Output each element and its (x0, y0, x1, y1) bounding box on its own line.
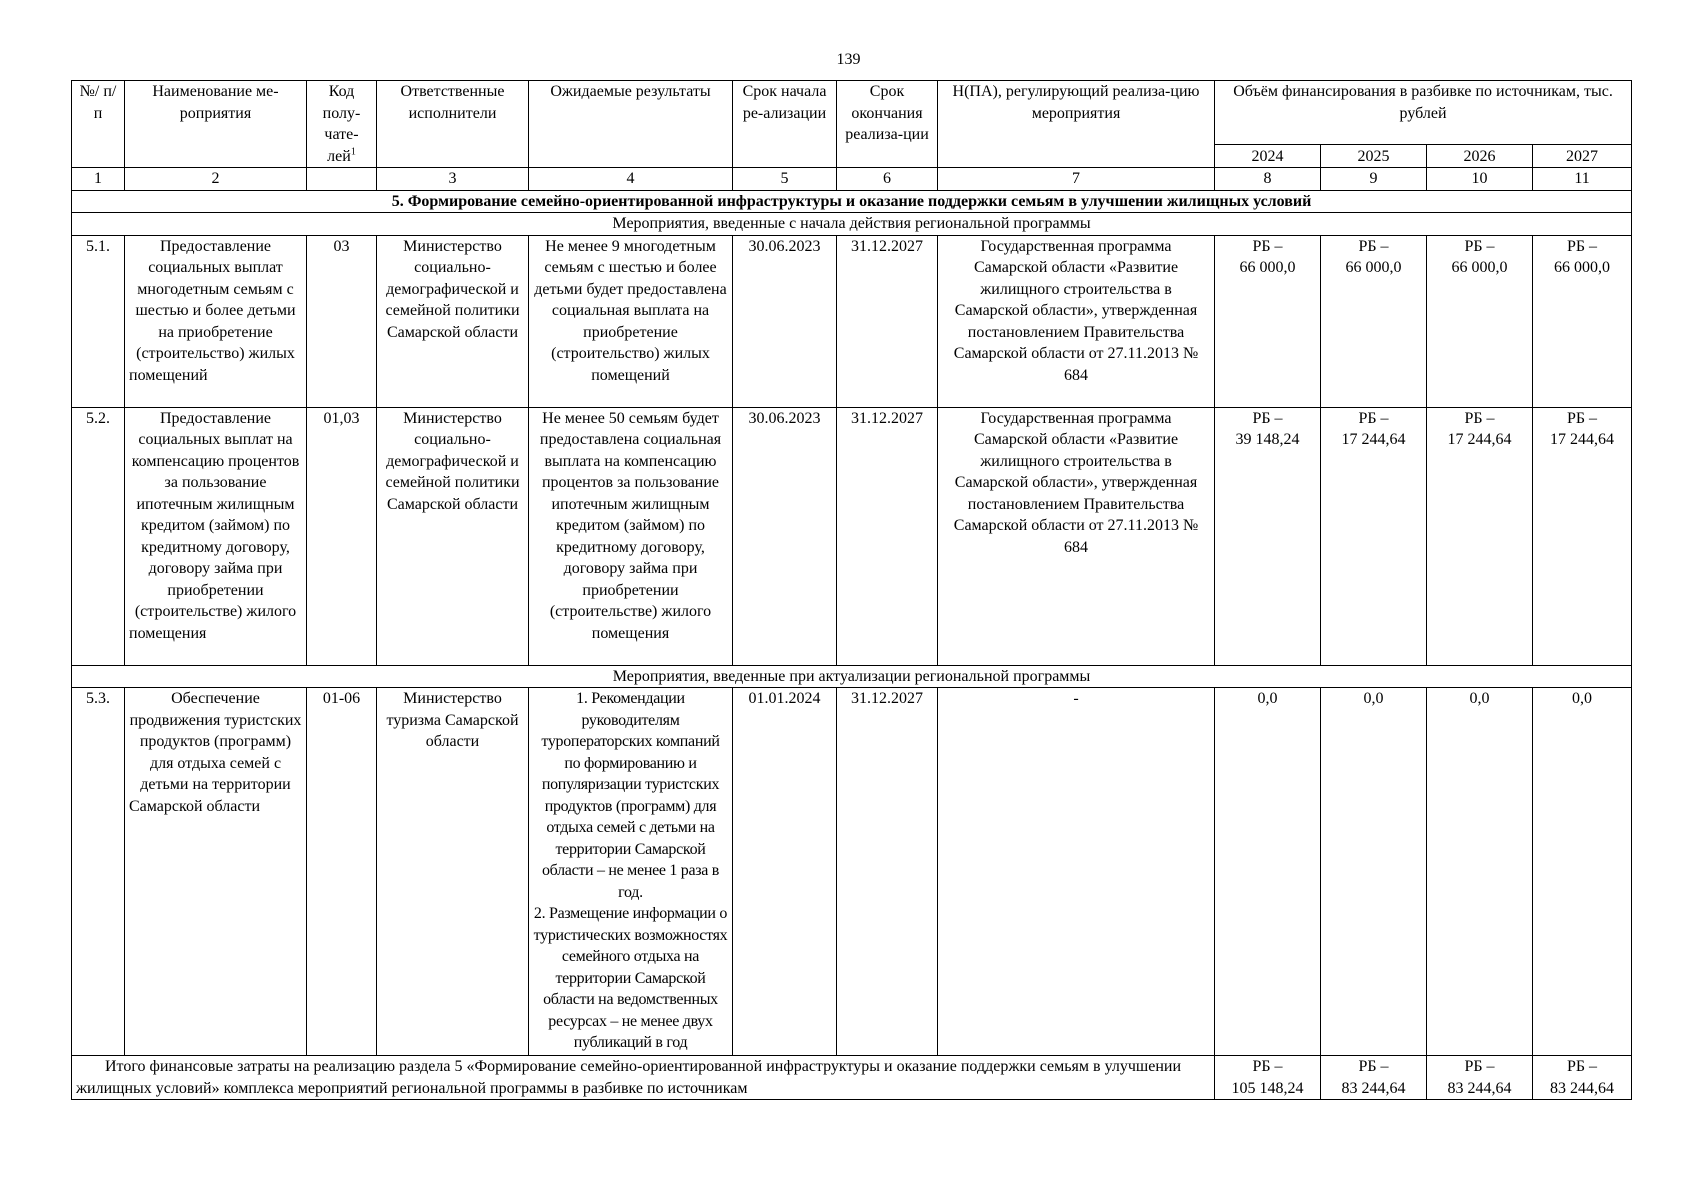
subsection-title-1: Мероприятия, введенные с начала действия региональной программы (72, 213, 1632, 236)
funding-amount: 17 244,64 (1550, 431, 1615, 448)
funding-2024: 0,0 (1215, 688, 1321, 1056)
section-title: 5. Формирование семейно-ориентированной инфраструктуры и оказание поддержки семьям в улучшении жилищных условий (72, 190, 1632, 213)
funding-2024 (1215, 407, 1321, 665)
recipient-code: 01-06 (307, 688, 377, 1056)
header-end: Срок окончания реализа-ции (837, 81, 938, 168)
funding-source: РБ – (1566, 1058, 1598, 1075)
measure-name: Предоставление социальных выплат многодетным семьям с шестью и более детьми на приобретение (строительство) жилых помещений (125, 235, 307, 407)
funding-2026: 0,0 (1427, 688, 1533, 1056)
total-label: Итого финансовые затраты на реализацию раздела 5 «Формирование семейно-ориентированной инфраструктуры и оказание поддержки семьям в улучшении жилищных условий» комплекса мероприятий региональной программы в разбивке по источникам (72, 1056, 1215, 1100)
header-year-2025: 2025 (1321, 145, 1427, 168)
recipient-code: 03 (307, 235, 377, 407)
funding-source: РБ – (1252, 409, 1283, 427)
funding-source: РБ – (1252, 237, 1283, 255)
col-number: 2 (125, 168, 307, 191)
col-number: 3 (377, 168, 529, 191)
expected-result-1: 1. Рекомендации руководителям туроператорских компаний по формированию и популяризации туристских продуктов (программ) для отдыха семей с детьми на территории Самарской области – не менее 1 раза в год. (541, 690, 720, 901)
funding-source: РБ – (1464, 409, 1495, 427)
end-date: 31.12.2027 (837, 407, 938, 665)
recipient-code: 01,03 (307, 407, 377, 665)
start-date: 01.01.2024 (733, 688, 837, 1056)
total-2024 (1215, 1056, 1321, 1100)
funding-source: РБ – (1566, 237, 1598, 255)
col-number (307, 168, 377, 191)
header-responsible: Ответственные исполнители (377, 81, 529, 168)
start-date: 30.06.2023 (733, 407, 837, 665)
funding-source: РБ – (1464, 1058, 1495, 1075)
subsection-title-2: Мероприятия, введенные при актуализации региональной программы (72, 665, 1632, 688)
end-date: 31.12.2027 (837, 235, 938, 407)
header-npa: Н(ПА), регулирующий реализа-цию мероприятия (938, 81, 1215, 168)
measures-table (71, 80, 1632, 1100)
regulating-act: - (938, 688, 1215, 1056)
responsible-executor: Министерство туризма Самарской области (377, 688, 529, 1056)
funding-amount: 66 000,0 (1239, 259, 1296, 276)
total-row (72, 1056, 1632, 1100)
start-date: 30.06.2023 (733, 235, 837, 407)
header-start: Срок начала ре-ализации (733, 81, 837, 168)
funding-amount: 66 000,0 (1451, 259, 1508, 276)
table-header-row (72, 81, 1632, 145)
regulating-act: Государственная программа Самарской области «Развитие жилищного строительства в Самарской области», утвержденная постановлением Правительства Самарской области от 27.11.2013 № 684 (938, 235, 1215, 407)
header-code-footnote: 1 (350, 146, 356, 158)
header-code-text: Код полу-чате-лей (322, 83, 361, 165)
row-number: 5.1. (72, 235, 125, 407)
col-number: 9 (1321, 168, 1427, 191)
expected-results: Не менее 50 семьям будет предоставлена социальная выплата на компенсацию процентов за пользование ипотечным жилищным кредитом (займом) по кредитному договору, договору займа при приобретении (строительстве) жилого помещения (529, 407, 733, 665)
col-number: 4 (529, 168, 733, 191)
header-expected: Ожидаемые результаты (529, 81, 733, 168)
responsible-executor: Министерство социально-демографической и семейной политики Самарской области (377, 407, 529, 665)
funding-amount: 66 000,0 (1345, 259, 1402, 276)
total-2027 (1533, 1056, 1632, 1100)
col-number: 11 (1533, 168, 1632, 191)
header-no: №/ п/п (72, 81, 125, 168)
row-number: 5.3. (72, 688, 125, 1056)
funding-2027: 0,0 (1533, 688, 1632, 1056)
header-funding: Объём финансирования в разбивке по источникам, тыс. рублей (1215, 81, 1632, 145)
header-year-2024: 2024 (1215, 145, 1321, 168)
funding-2027 (1533, 235, 1632, 407)
funding-source: РБ – (1566, 409, 1598, 427)
funding-2026 (1427, 407, 1533, 665)
row-number: 5.2. (72, 407, 125, 665)
funding-amount: 83 244,64 (1550, 1079, 1615, 1097)
funding-2026 (1427, 235, 1533, 407)
col-number: 7 (938, 168, 1215, 191)
funding-amount: 66 000,0 (1554, 259, 1611, 276)
table-row (72, 407, 1632, 665)
table-row (72, 688, 1632, 1056)
page-number: 139 (836, 51, 861, 68)
responsible-executor: Министерство социально-демографической и семейной политики Самарской области (377, 235, 529, 407)
funding-amount: 17 244,64 (1341, 431, 1406, 448)
header-year-2026: 2026 (1427, 145, 1533, 168)
funding-amount: 83 244,64 (1341, 1079, 1406, 1097)
total-2025 (1321, 1056, 1427, 1100)
total-2026 (1427, 1056, 1533, 1100)
funding-source: РБ – (1252, 1058, 1283, 1075)
funding-amount: 105 148,24 (1231, 1079, 1304, 1097)
expected-result-2: 2. Размещение информации о туристических возможностях семейного отдыха на территории Самарской области на ведомственных ресурсах – не менее двух публикаций в год (533, 905, 728, 1051)
col-number: 6 (837, 168, 938, 191)
funding-2025 (1321, 407, 1427, 665)
funding-source: РБ – (1358, 237, 1389, 255)
funding-source: РБ – (1358, 1058, 1389, 1075)
column-numbers-row (72, 168, 1632, 191)
funding-2027 (1533, 407, 1632, 665)
funding-2024 (1215, 235, 1321, 407)
funding-source: РБ – (1358, 409, 1389, 427)
section-row (72, 190, 1632, 213)
expected-results: Не менее 9 многодетным семьям с шестью и более детьми будет предоставлена социальная выплата на приобретение (строительство) жилых помещений (529, 235, 733, 407)
funding-amount: 17 244,64 (1447, 431, 1512, 448)
header-year-2027: 2027 (1533, 145, 1632, 168)
funding-2025 (1321, 235, 1427, 407)
funding-source: РБ – (1464, 237, 1495, 255)
subsection-row (72, 665, 1632, 688)
measure-name: Обеспечение продвижения туристских продуктов (программ) для отдыха семей с детьми на территории Самарской области (125, 688, 307, 1056)
regulating-act: Государственная программа Самарской области «Развитие жилищного строительства в Самарской области», утвержденная постановлением Правительства Самарской области от 27.11.2013 № 684 (938, 407, 1215, 665)
subsection-row (72, 213, 1632, 236)
col-number: 8 (1215, 168, 1321, 191)
header-code (307, 81, 377, 168)
end-date: 31.12.2027 (837, 688, 938, 1056)
col-number: 10 (1427, 168, 1533, 191)
funding-amount: 39 148,24 (1235, 431, 1300, 448)
table-row (72, 235, 1632, 407)
funding-amount: 83 244,64 (1447, 1079, 1512, 1097)
expected-results (529, 688, 733, 1056)
col-number: 5 (733, 168, 837, 191)
header-name: Наименование ме-роприятия (125, 81, 307, 168)
col-number: 1 (72, 168, 125, 191)
funding-2025: 0,0 (1321, 688, 1427, 1056)
measure-name: Предоставление социальных выплат на компенсацию процентов за пользование ипотечным жилищным кредитом (займом) по кредитному договору, договору займа при приобретении (строительстве) жилого помещения (125, 407, 307, 665)
